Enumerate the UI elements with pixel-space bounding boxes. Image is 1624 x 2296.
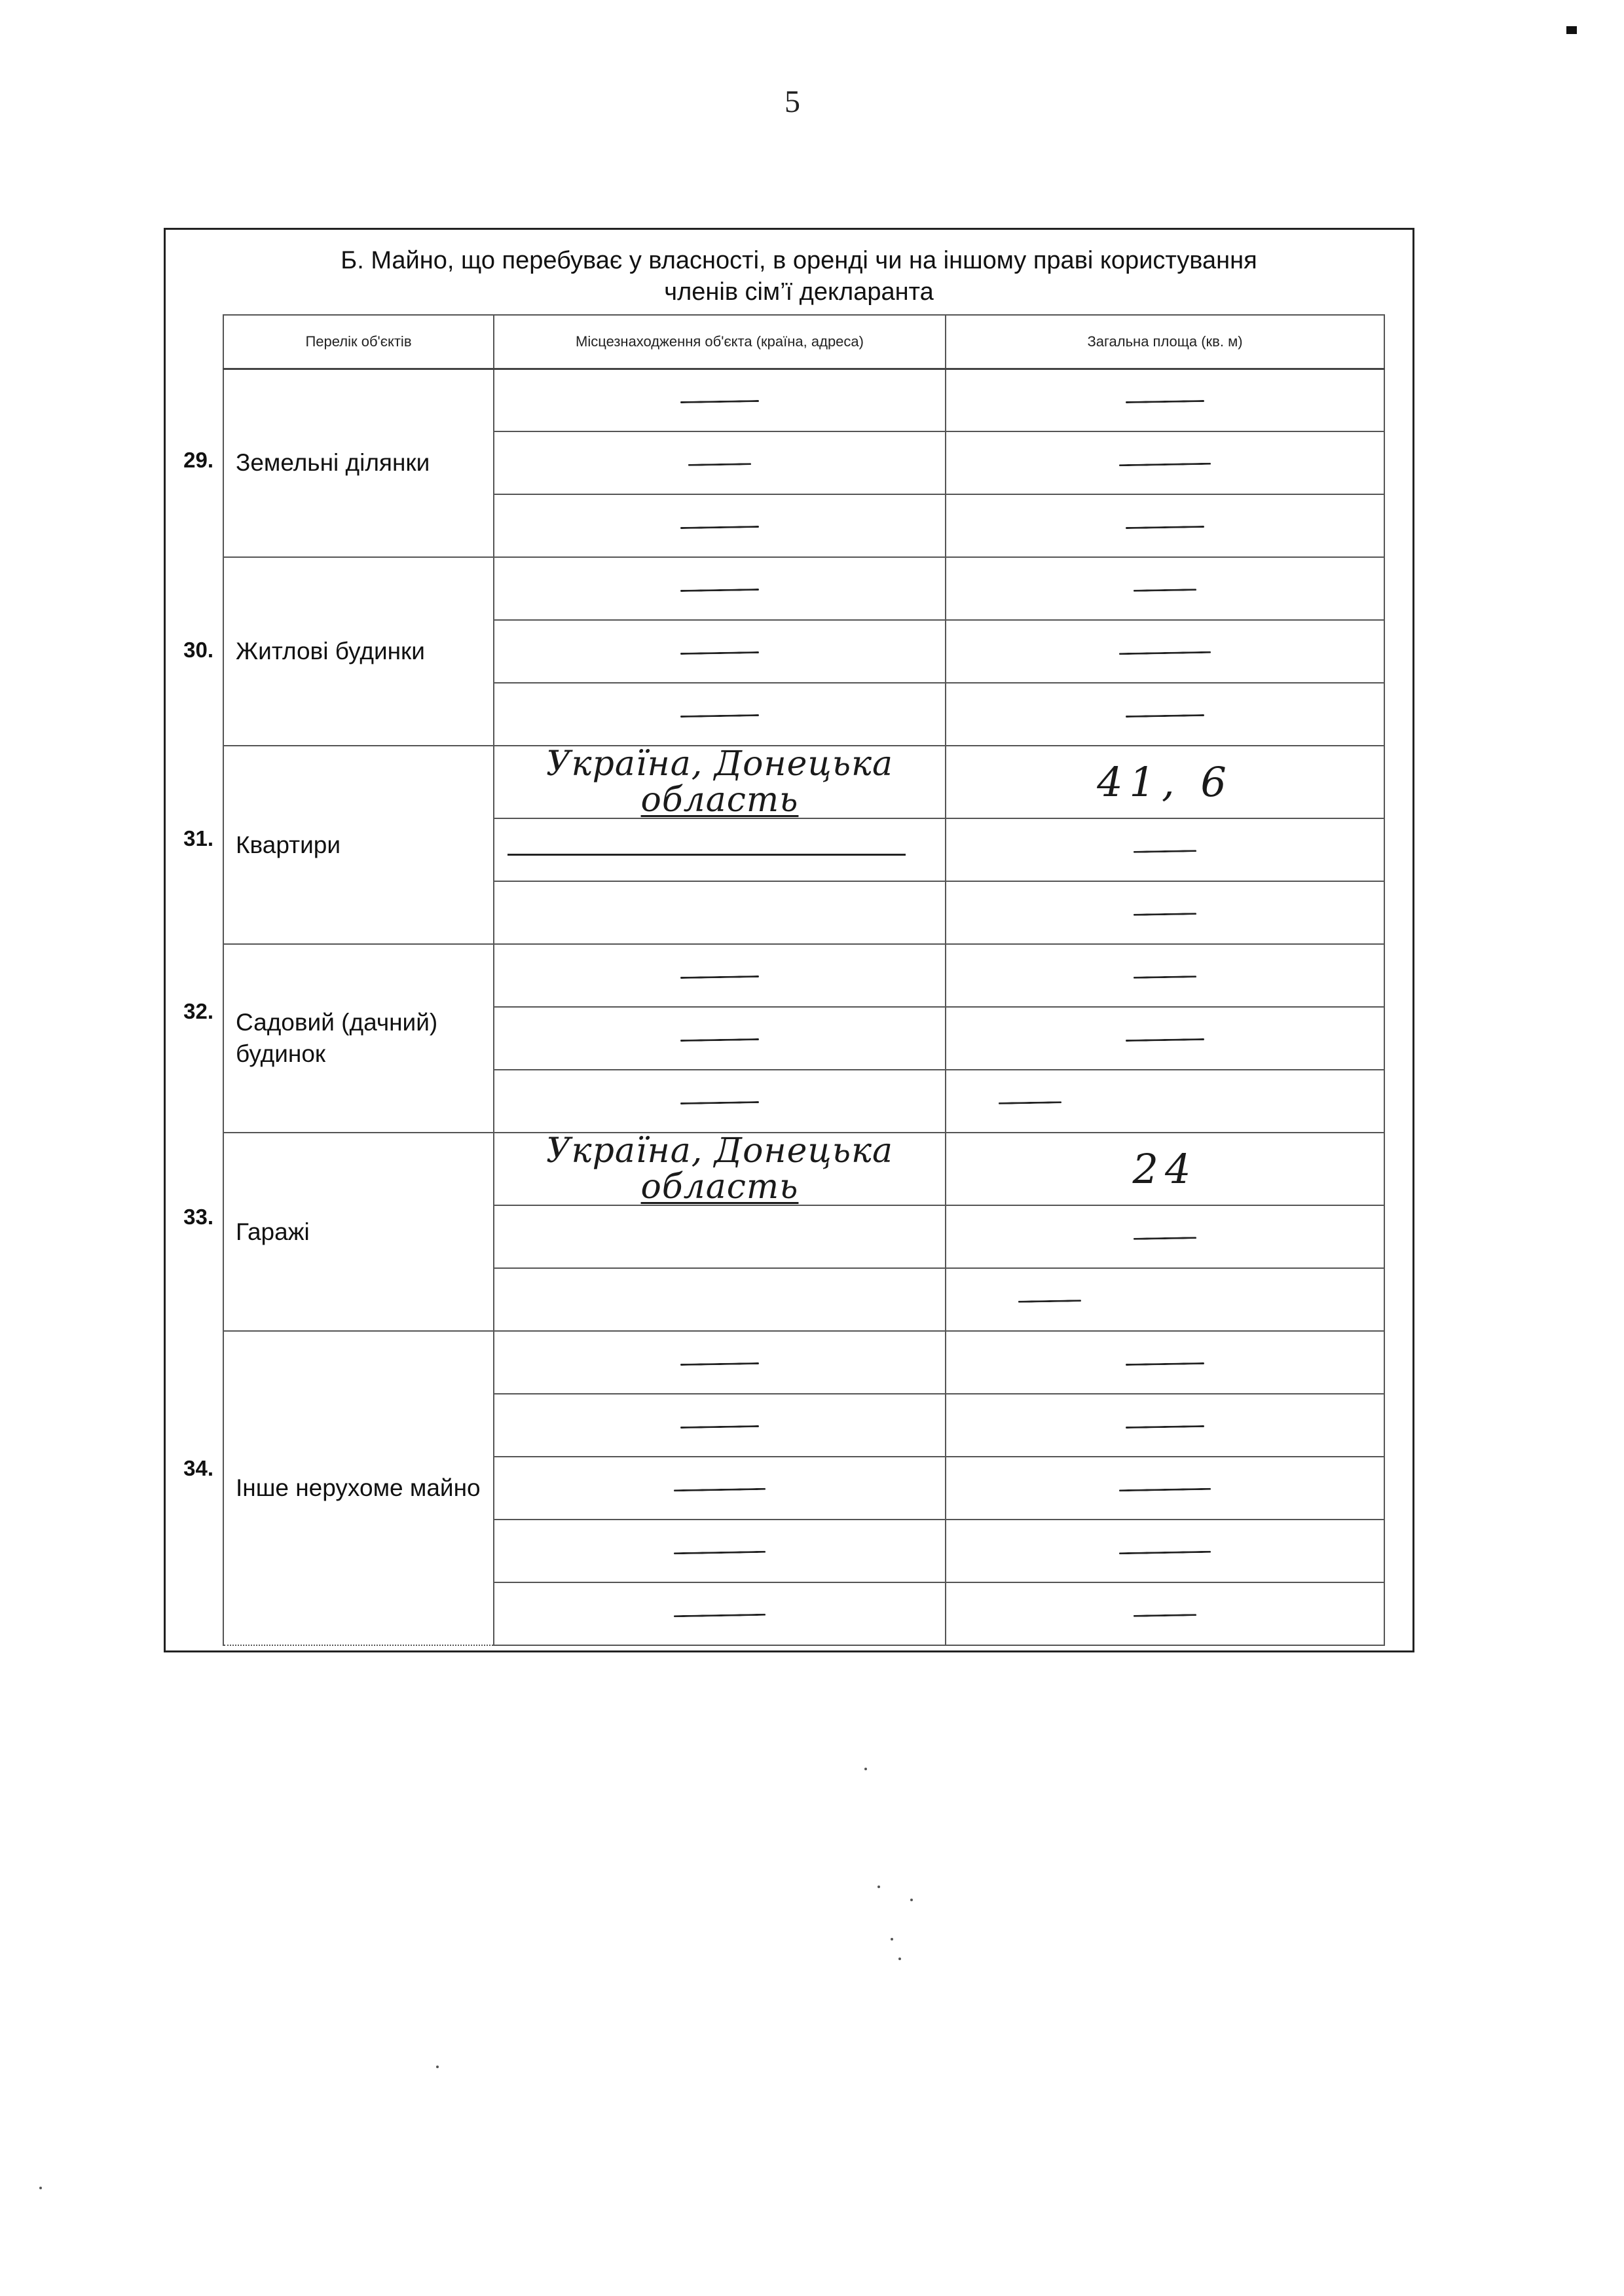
area-cell [946,881,1384,944]
scan-speck [864,1768,867,1770]
scan-speck [910,1899,913,1901]
empty-dash [680,1425,759,1429]
section-title-line-2: членів сім’ї декларанта [664,278,934,306]
property-table [223,314,1385,1646]
location-cell [494,818,946,881]
handwritten-location [494,744,945,818]
empty-dash [1126,526,1204,529]
handwritten-location-line-1: Україна, Донецька [545,1131,894,1171]
row-number-30: 30. [183,638,213,662]
empty-dash [1126,400,1204,403]
empty-dash [674,1488,766,1491]
scan-speck [39,2187,42,2189]
scan-speck [436,2066,439,2068]
area-cell-apartment [946,746,1384,818]
table-row [223,944,1384,1007]
area-cell [946,683,1384,746]
empty-dash [1134,975,1196,979]
category-garages: Гаражі [223,1133,494,1331]
location-cell [494,944,946,1007]
row-number-34: 34. [183,1456,213,1480]
empty-dash [680,975,759,979]
area-cell [946,369,1384,431]
location-cell [494,431,946,494]
location-cell [494,683,946,746]
location-cell [494,1394,946,1457]
empty-dash [674,1614,766,1617]
area-cell [946,1070,1384,1133]
area-cell [946,494,1384,557]
empty-dash [1126,1362,1204,1366]
empty-dash [1134,589,1196,592]
handwritten-location [494,1131,945,1205]
location-cell [494,1007,946,1070]
location-cell [494,1457,946,1520]
handwritten-area: 24 [1132,1145,1198,1194]
location-cell [494,557,946,620]
empty-dash [1134,913,1196,916]
empty-dash [680,400,759,403]
area-cell [946,944,1384,1007]
area-cell [946,1331,1384,1394]
empty-dash [1134,850,1196,853]
section-title [223,245,1375,308]
empty-dash [680,714,759,718]
location-cell [494,369,946,431]
strike-line [507,854,906,856]
area-cell [946,1205,1384,1268]
location-cell [494,1331,946,1394]
area-cell [946,1007,1384,1070]
page-number: 5 [784,84,800,119]
table-row [223,746,1384,818]
empty-dash [1119,651,1211,655]
category-houses: Житлові будинки [223,557,494,746]
empty-dash [674,1551,766,1554]
area-cell-garage [946,1133,1384,1205]
empty-dash [680,1101,759,1104]
empty-dash [1119,1551,1211,1554]
area-cell [946,1582,1384,1645]
section-title-line-1: Б. Майно, що перебуває у власності, в оренді чи на іншому праві користування [341,247,1257,274]
area-cell [946,431,1384,494]
header-objects: Перелік об'єктів [223,315,494,369]
empty-dash [1134,1614,1196,1618]
empty-dash [688,463,751,466]
table-row [223,369,1384,431]
handwritten-location-line-1: Україна, Донецька [545,744,894,784]
empty-dash [1126,1425,1204,1429]
area-cell [946,1457,1384,1520]
location-cell [494,494,946,557]
table-row [223,1133,1384,1205]
empty-dash [1126,714,1204,718]
handwritten-location-line-2: область [640,780,799,820]
location-cell [494,1070,946,1133]
empty-dash [1018,1300,1081,1303]
handwritten-area: 41, 6 [1097,758,1233,807]
area-cell [946,818,1384,881]
location-cell [494,1582,946,1645]
area-cell [946,557,1384,620]
empty-dash [680,1038,759,1042]
area-cell [946,620,1384,683]
location-cell [494,1520,946,1582]
empty-dash [680,651,759,655]
table-row [223,557,1384,620]
empty-dash [680,526,759,529]
area-cell [946,1268,1384,1331]
empty-dash [1134,1237,1196,1241]
category-apartments: Квартири [223,746,494,944]
scan-corner-mark [1566,26,1577,34]
scan-speck [877,1886,880,1888]
empty-dash [1119,463,1211,466]
area-cell [946,1394,1384,1457]
category-other-real-estate: Інше нерухоме майно [223,1331,494,1645]
location-cell [494,620,946,683]
location-cell-apartment [494,746,946,818]
location-cell [494,881,946,944]
empty-dash [680,589,759,592]
row-number-31: 31. [183,826,213,850]
empty-dash [1126,1038,1204,1042]
location-cell [494,1205,946,1268]
scan-speck [898,1958,901,1960]
scan-speck [891,1938,893,1941]
header-area: Загальна площа (кв. м) [946,315,1384,369]
row-number-33: 33. [183,1205,213,1229]
category-garden-house: Садовий (дачний) будинок [223,944,494,1133]
table-header-row [223,315,1384,369]
empty-dash [999,1101,1061,1104]
row-number-32: 32. [183,999,213,1023]
table-row [223,1331,1384,1394]
row-number-29: 29. [183,448,213,472]
location-cell-garage [494,1133,946,1205]
area-cell [946,1520,1384,1582]
handwritten-location-line-2: область [640,1167,799,1207]
empty-dash [680,1362,759,1366]
location-cell [494,1268,946,1331]
category-land-plots: Земельні ділянки [223,369,494,557]
empty-dash [1119,1488,1211,1491]
header-location: Місцезнаходження об'єкта (країна, адреса) [494,315,946,369]
